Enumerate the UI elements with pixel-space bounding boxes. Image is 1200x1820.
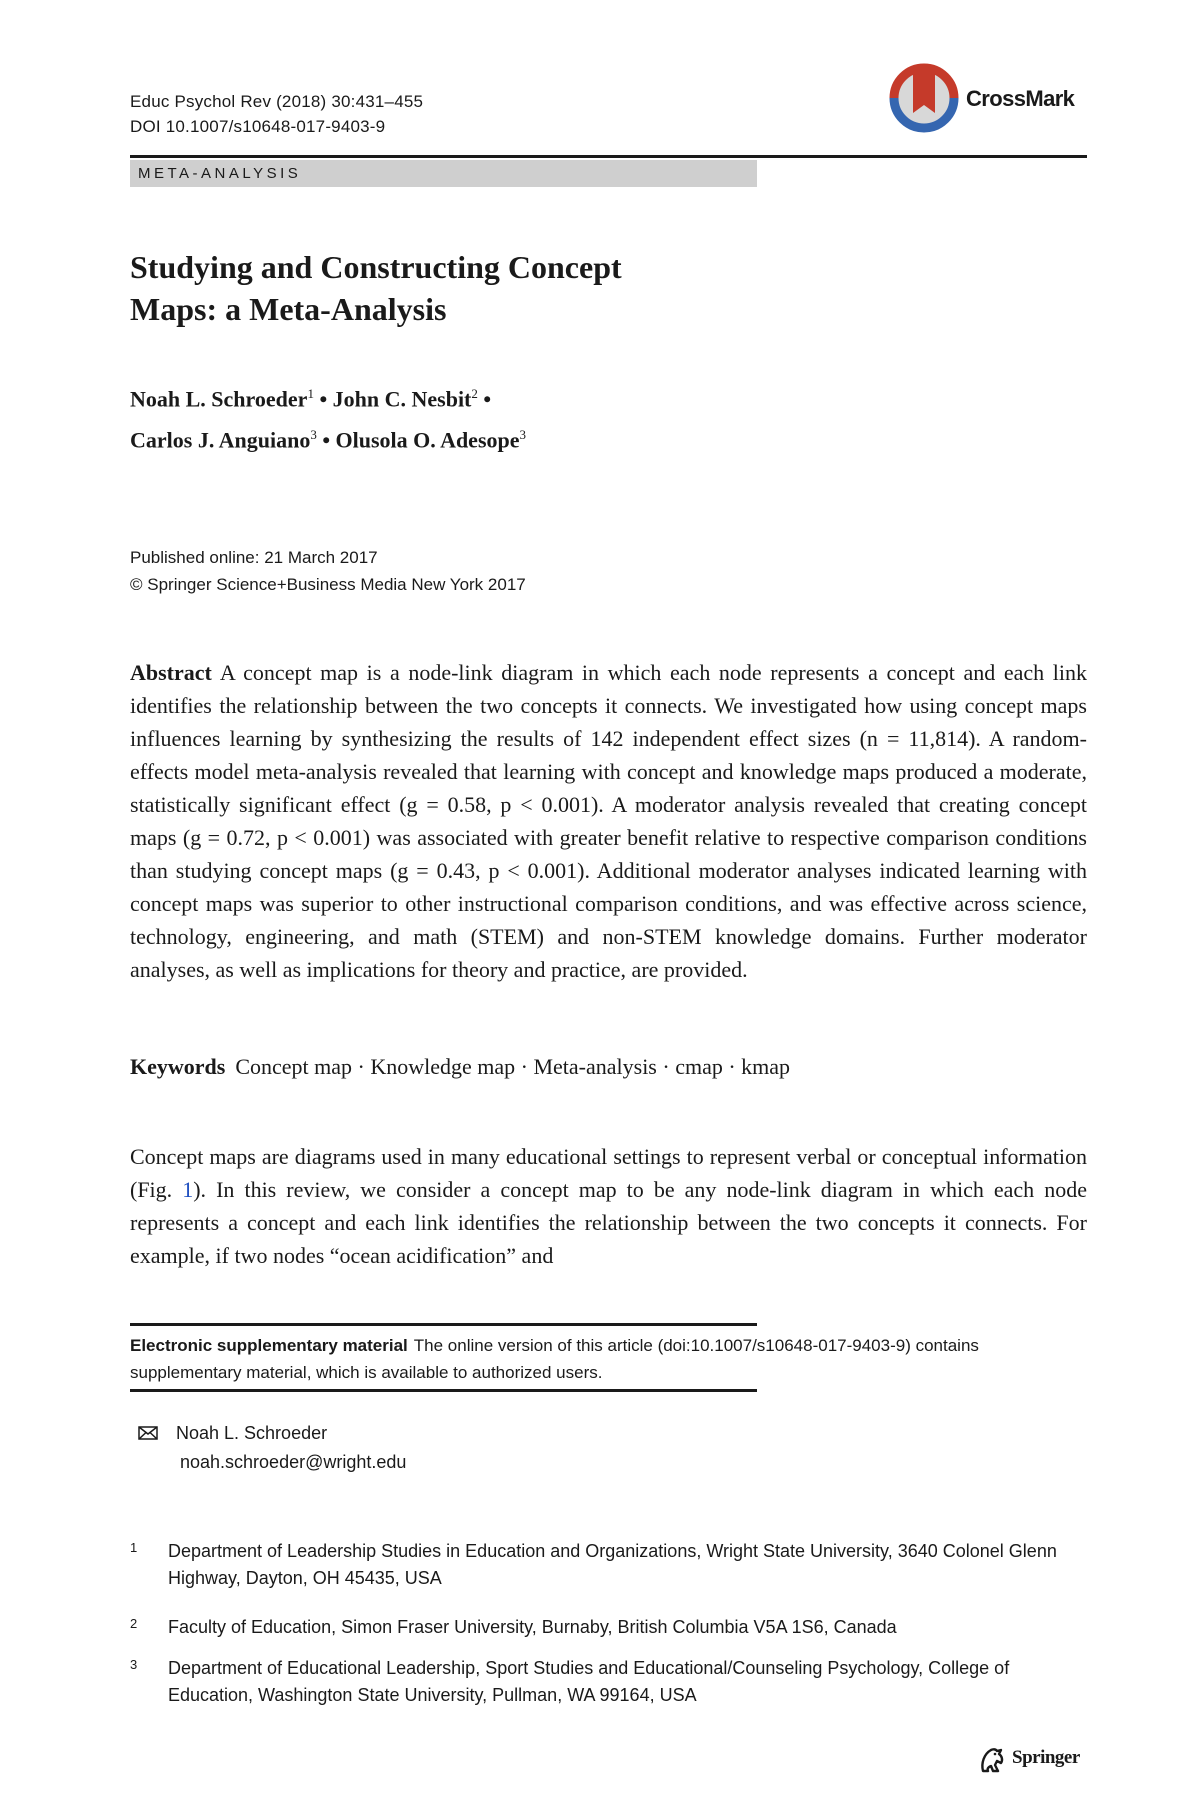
author-separator: • xyxy=(313,386,333,412)
crossmark-icon xyxy=(886,58,964,138)
intro-text-end: ). In this review, we consider a concept map to be any node-link diagram in which each node represents a concept and each link identifies the relationship between the two concepts it connects. For example, if two nodes “ocean acidification” and xyxy=(130,1177,1087,1268)
crossmark-label: CrossMark xyxy=(966,86,1075,111)
journal-doi: DOI 10.1007/s10648-017-9403-9 xyxy=(130,117,386,136)
footnote-rule-bottom xyxy=(130,1389,757,1392)
corresponding-name: Noah L. Schroeder xyxy=(176,1423,328,1443)
copyright-notice: © Springer Science+Business Media New York 2017 xyxy=(130,575,526,594)
author-name[interactable]: Olusola O. Adesope xyxy=(335,427,520,453)
corresponding-author xyxy=(138,1419,406,1477)
springer-horse-icon xyxy=(978,1745,1008,1775)
article-title xyxy=(130,246,830,330)
journal-reference: Educ Psychol Rev (2018) 30:431–455 xyxy=(130,92,424,111)
intro-paragraph xyxy=(130,1140,1087,1272)
affiliation-item xyxy=(130,1538,1087,1592)
affiliation-item xyxy=(130,1614,1087,1641)
affiliation-number: 3 xyxy=(130,1657,138,1672)
abstract xyxy=(130,656,1087,986)
corresponding-email[interactable]: noah.schroeder@wright.edu xyxy=(180,1452,407,1472)
keywords-text: Concept map · Knowledge map · Meta-analysis · cmap · kmap xyxy=(235,1054,791,1079)
affiliation-text: Faculty of Education, Simon Fraser University, Burnaby, British Columbia V5A 1S6, Canada xyxy=(168,1617,897,1637)
figure-link[interactable]: 1 xyxy=(182,1177,194,1202)
envelope-icon xyxy=(138,1426,158,1440)
affiliation-number: 2 xyxy=(130,1616,138,1631)
article-title-line1: Studying and Constructing Concept xyxy=(130,249,622,285)
published-date: Published online: 21 March 2017 xyxy=(130,548,378,567)
author-list xyxy=(130,376,930,459)
author-affil-marker: 2 xyxy=(471,386,478,401)
springer-logo xyxy=(978,1745,1088,1775)
author-affil-marker: 3 xyxy=(310,427,317,443)
author-name[interactable]: Carlos J. Anguiano xyxy=(130,427,311,453)
author-name[interactable]: John C. Nesbit xyxy=(332,386,472,412)
supplementary-note xyxy=(130,1332,1030,1386)
affiliation-item xyxy=(130,1655,1087,1709)
publisher-name: Springer xyxy=(1012,1747,1080,1768)
supplementary-text: The online version of this article (doi:10.1007/s10648-017-9403-9) contains supplementary material, which is available to authorized users. xyxy=(130,1336,979,1382)
footnote-rule-top xyxy=(130,1323,757,1326)
author-separator: • xyxy=(477,386,492,412)
header-rule xyxy=(130,155,1087,158)
author-name[interactable]: Noah L. Schroeder xyxy=(130,386,308,412)
affiliation-number: 1 xyxy=(130,1540,138,1555)
section-label: META-ANALYSIS xyxy=(130,160,757,187)
keywords-label: Keywords xyxy=(130,1054,226,1079)
author-affil-marker: 3 xyxy=(519,427,527,443)
article-title-line2: Maps: a Meta-Analysis xyxy=(130,291,447,327)
affiliation-text: Department of Leadership Studies in Education and Organizations, Wright State University, 3640 Colonel Glenn Highway, Dayton, OH 45435, USA xyxy=(168,1541,1057,1588)
affiliation-text: Department of Educational Leadership, Sport Studies and Educational/Counseling Psychology, College of Education, Washington State University, Pullman, WA 99164, USA xyxy=(168,1658,1010,1705)
supplementary-label: Electronic supplementary material xyxy=(130,1336,408,1355)
abstract-label: Abstract xyxy=(130,660,212,685)
abstract-text: A concept map is a node-link diagram in which each node represents a concept and each link identifies the relationship between the two concepts it connects. We investigated how using concept maps influences learning by synthesizing the results of 142 independent effect sizes (n = 11,814). A random-effects model meta-analysis revealed that learning with concept and knowledge maps produced a moderate, statistically significant effect (g = 0.58, p < 0.001). A moderator analysis revealed that creating concept maps (g = 0.72, p < 0.001) was associated with greater benefit relative to respective comparison conditions than studying concept maps (g = 0.43, p < 0.001). Additional moderator analyses indicated learning with concept maps was superior to other instructional comparison conditions, and was effective across science, technology, engineering, and math (STEM) and non-STEM knowledge domains. Further moderator analyses, as well as implications for theory and practice, are provided. xyxy=(130,660,1087,982)
keywords xyxy=(130,1050,1087,1083)
crossmark-logo[interactable] xyxy=(886,58,1086,138)
author-separator: • xyxy=(316,427,336,453)
publication-info xyxy=(130,544,526,598)
intro-text-start: Concept maps are diagrams used in many educational settings to represent verbal or conceptual information (Fig. xyxy=(130,1144,1087,1202)
author-affil-marker: 1 xyxy=(307,386,314,401)
